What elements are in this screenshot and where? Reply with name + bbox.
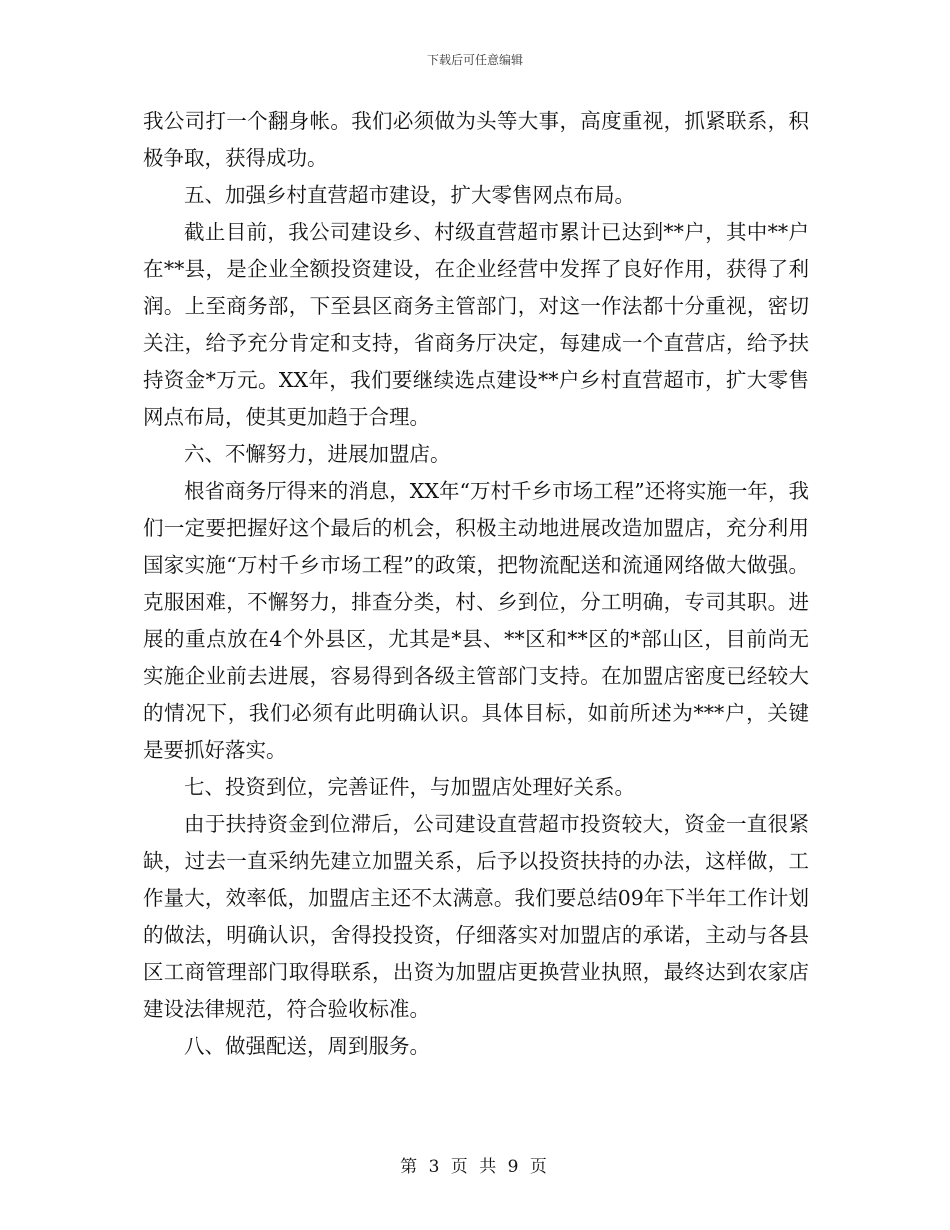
- paragraph: 根省商务厅得来的消息，XX年“万村千乡市场工程”还将实施一年，我们一定要把握好这个最后的机会，积极主动地进展改造加盟店，充分利用国家实施“万村千乡市场工程”的政策，把物流配送和流通网络做大做强。克服困难，不懈努力，排查分类，村、乡到位，分工明确，专司其职。进展的重点放在4个外县区，尤其是*县、**区和**区的*部山区，目前尚无实施企业前去进展，容易得到各级主管部门支持。在加盟店密度已经较大的情况下，我们必须有此明确认识。具体目标，如前所述为***户，关键是要抓好落实。: [143, 479, 809, 762]
- paragraph: 截止目前，我公司建设乡、村级直营超市累计已达到**户，其中**户在**县，是企业全额投资建设，在企业经营中发挥了良好作用，获得了利润。上至商务部，下至县区商务主管部门，对这一作法都十分重视，密切关注，给予充分肯定和支持，省商务厅决定，每建成一个直营店，给予扶持资金*万元。XX年，我们要继续选点建设**户乡村直营超市，扩大零售网点布局，使其更加趋于合理。: [143, 220, 809, 429]
- section-heading: 五、加强乡村直营超市建设，扩大零售网点布局。: [184, 183, 635, 207]
- page-header: 下载后可任意编辑: [426, 53, 523, 67]
- section-heading: 六、不懈努力，进展加盟店。: [184, 442, 451, 466]
- section-heading: 七、投资到位，完善证件，与加盟店处理好关系。: [184, 775, 635, 799]
- paragraph: 我公司打一个翻身帐。我们必须做为头等大事，高度重视，抓紧联系，积极争取，获得成功。: [143, 109, 809, 170]
- paragraph: 由于扶持资金到位滞后，公司建设直营超市投资较大，资金一直很紧缺，过去一直采纳先建立加盟关系，后予以投资扶持的办法，这样做，工作量大，效率低，加盟店主还不太满意。我们要总结09年下半年工作计划的做法，明确认识，舍得投投资，仔细落实对加盟店的承诺，主动与各县区工商管理部门取得联系，出资为加盟店更换营业执照，最终达到农家店建设法律规范，符合验收标准。: [143, 812, 809, 1021]
- section-heading: 八、做强配送，周到服务。: [184, 1034, 430, 1058]
- page-number-footer: 第 3 页 共 9 页: [400, 1157, 550, 1177]
- document-body: [143, 103, 809, 1065]
